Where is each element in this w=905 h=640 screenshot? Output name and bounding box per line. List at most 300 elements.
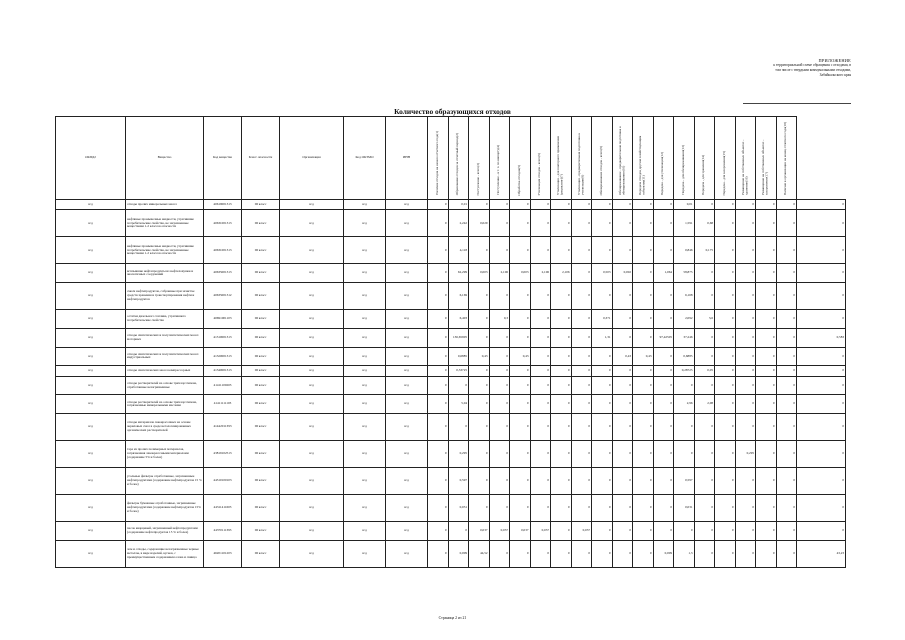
substance-cell: отходы материалов лакокрасочных на основе акриловых смол в среде негалогенированных органических растворителей bbox=[126, 414, 204, 441]
value-cell: 0 bbox=[633, 395, 654, 414]
value-cell: 0 bbox=[735, 200, 756, 210]
value-cell: 0 bbox=[653, 283, 674, 310]
column-header-label: Обработка отходов(5) bbox=[516, 164, 521, 196]
column-header: ОКПД2 bbox=[56, 117, 126, 200]
value-cell: 0 bbox=[530, 237, 551, 264]
column-header-label: Обезвреживание - предварительная подготовка к обезвреживанию(10) bbox=[617, 126, 626, 196]
value-cell: 0 bbox=[653, 210, 674, 237]
column-header bbox=[756, 117, 777, 200]
value-cell: 0,037 bbox=[510, 522, 531, 541]
value-cell: 0 bbox=[489, 200, 510, 210]
column-header: Вещество bbox=[126, 117, 204, 200]
value-cell: 0,371 bbox=[592, 310, 613, 329]
value-cell: 0 bbox=[735, 264, 756, 283]
value-cell: 0 bbox=[715, 414, 736, 441]
value-cell: 0 bbox=[551, 540, 572, 567]
column-header bbox=[776, 117, 797, 200]
value-cell: 0 bbox=[592, 237, 613, 264]
value-cell: 0 bbox=[612, 237, 633, 264]
substance-cell: отходы синтетических и полусинтетических масел моторных bbox=[126, 328, 204, 347]
column-header-label: Передача - для утилизации(12) bbox=[660, 151, 665, 196]
value-cell: 0,295 bbox=[735, 441, 756, 468]
value-cell: 0 bbox=[551, 366, 572, 376]
organization-cell: н/д bbox=[280, 264, 344, 283]
value-cell: 0 bbox=[715, 283, 736, 310]
value-cell: 0 bbox=[469, 200, 490, 210]
value-cell: 1,31 bbox=[592, 328, 613, 347]
substance-cell: остатки дизельного топлива, утратившего потребительские свойства bbox=[126, 310, 204, 329]
inn-cell: н/д bbox=[386, 310, 428, 329]
value-cell: 0 bbox=[735, 522, 756, 541]
code-cell: 44370111393 bbox=[204, 522, 242, 541]
value-cell: 0 bbox=[633, 237, 654, 264]
code-cell: 41340001313 bbox=[204, 366, 242, 376]
code-cell: 43819102513 bbox=[204, 441, 242, 468]
code-cell: 44311411603 bbox=[204, 495, 242, 522]
value-cell: 0 bbox=[797, 414, 846, 441]
inn-cell: н/д bbox=[386, 468, 428, 495]
value-cell: 0 bbox=[735, 347, 756, 366]
substance-cell: отходы растворителей на основе трихлорэтилена, загрязненные минеральными маслами bbox=[126, 395, 204, 414]
value-cell: 0 bbox=[694, 376, 715, 395]
value-cell: 0 bbox=[592, 540, 613, 567]
value-cell: 2,106 bbox=[530, 264, 551, 283]
inn-cell: н/д bbox=[386, 347, 428, 366]
value-cell: 0 bbox=[653, 495, 674, 522]
value-cell: 0 bbox=[428, 210, 449, 237]
column-header bbox=[469, 117, 490, 200]
value-cell: 0 bbox=[715, 468, 736, 495]
value-cell: 2,106 bbox=[489, 264, 510, 283]
column-header-label: Передача - для захоронения(15) bbox=[721, 150, 726, 196]
organization-cell: н/д bbox=[280, 366, 344, 376]
value-cell: 0 bbox=[612, 468, 633, 495]
value-cell: 0 bbox=[571, 328, 592, 347]
value-cell: 0 bbox=[776, 347, 797, 366]
column-header-label: Наличие в организации на конец отчетного года(18) bbox=[783, 122, 788, 196]
value-cell: 0 bbox=[510, 310, 531, 329]
value-cell: 0 bbox=[776, 468, 797, 495]
oktmo-cell: н/д bbox=[344, 522, 386, 541]
value-cell: 0,037 bbox=[489, 522, 510, 541]
inn-cell: н/д bbox=[386, 366, 428, 376]
okpd-cell: н/д bbox=[56, 414, 126, 441]
value-cell: 0 bbox=[428, 414, 449, 441]
value-cell: 0 bbox=[612, 395, 633, 414]
value-cell: 0 bbox=[653, 376, 674, 395]
class-cell: III класс bbox=[242, 495, 280, 522]
value-cell: 6,169 bbox=[448, 283, 469, 310]
value-cell: 0,597 bbox=[674, 468, 695, 495]
value-cell: 0 bbox=[510, 468, 531, 495]
value-cell: 0 bbox=[797, 468, 846, 495]
value-cell: 0,846 bbox=[674, 237, 695, 264]
value-cell: 0 bbox=[776, 540, 797, 567]
annex-block bbox=[701, 58, 851, 78]
value-cell: 0 bbox=[633, 366, 654, 376]
column-header bbox=[694, 117, 715, 200]
value-cell: 0 bbox=[612, 376, 633, 395]
oktmo-cell: н/д bbox=[344, 441, 386, 468]
organization-cell: н/д bbox=[280, 522, 344, 541]
class-cell: III класс bbox=[242, 522, 280, 541]
value-cell: 37,246 bbox=[674, 328, 695, 347]
value-cell: 0 bbox=[469, 237, 490, 264]
value-cell: 0 bbox=[571, 395, 592, 414]
column-header: Код вещества bbox=[204, 117, 242, 200]
inn-cell: н/д bbox=[386, 522, 428, 541]
value-cell: 0 bbox=[489, 366, 510, 376]
value-cell: 0 bbox=[510, 210, 531, 237]
value-cell: 0 bbox=[715, 328, 736, 347]
value-cell: 0,43 bbox=[633, 347, 654, 366]
column-header bbox=[571, 117, 592, 200]
inn-cell: н/д bbox=[386, 237, 428, 264]
table-row bbox=[56, 468, 846, 495]
organization-cell: н/д bbox=[280, 200, 344, 210]
oktmo-cell: н/д bbox=[344, 414, 386, 441]
value-cell: 0 bbox=[530, 468, 551, 495]
oktmo-cell: н/д bbox=[344, 376, 386, 395]
inn-cell: н/д bbox=[386, 495, 428, 522]
column-header bbox=[530, 117, 551, 200]
value-cell: 0,01 bbox=[674, 200, 695, 210]
value-cell: 0,031 bbox=[674, 495, 695, 522]
oktmo-cell: н/д bbox=[344, 366, 386, 376]
substance-cell: песок кварцевый, загрязненный нефтепродуктами (содержание нефтепродуктов 15 % и более) bbox=[126, 522, 204, 541]
column-header-label: Утилизация - для повторного применения (рециклинг)(7) bbox=[556, 136, 564, 196]
value-cell: 0 bbox=[551, 237, 572, 264]
value-cell: 0 bbox=[428, 366, 449, 376]
value-cell: 0 bbox=[530, 376, 551, 395]
value-cell: 0 bbox=[653, 310, 674, 329]
substance-cell: смеси нефтепродуктов, собранные при зачистке средств хранения и транспортирования нефти и нефтепродуктов bbox=[126, 283, 204, 310]
value-cell: 0 bbox=[756, 540, 777, 567]
value-cell: 0 bbox=[633, 264, 654, 283]
okpd-cell: н/д bbox=[56, 495, 126, 522]
value-cell: 0 bbox=[735, 395, 756, 414]
value-cell: 0 bbox=[551, 210, 572, 237]
value-cell: 0 bbox=[489, 376, 510, 395]
value-cell: 3,6 bbox=[694, 310, 715, 329]
column-header bbox=[428, 117, 449, 200]
substance-cell: фильтры бумажные отработанные, загрязненные нефтепродуктами (содержание нефтепродуктов 15% и более) bbox=[126, 495, 204, 522]
table-row bbox=[56, 376, 846, 395]
value-cell: 0 bbox=[530, 310, 551, 329]
oktmo-cell: н/д bbox=[344, 210, 386, 237]
code-cell: 40635001312 bbox=[204, 283, 242, 310]
value-cell: 0 bbox=[776, 495, 797, 522]
value-cell: 0 bbox=[653, 395, 674, 414]
value-cell: 0 bbox=[797, 283, 846, 310]
value-cell: 0,002 bbox=[612, 264, 633, 283]
value-cell: 0 bbox=[571, 283, 592, 310]
table-row bbox=[56, 441, 846, 468]
value-cell: 1,3 bbox=[674, 540, 695, 567]
value-cell: 0 bbox=[776, 210, 797, 237]
value-cell: 0 bbox=[551, 495, 572, 522]
value-cell: 0 bbox=[776, 366, 797, 376]
substance-cell: нефтяные промывочные жидкости, утратившие потребительские свойства, не загрязненные веществами 1-2 классов опасности bbox=[126, 237, 204, 264]
value-cell: 0 bbox=[592, 200, 613, 210]
annex-underline bbox=[743, 103, 851, 104]
value-cell: 0 bbox=[694, 495, 715, 522]
oktmo-cell: н/д bbox=[344, 395, 386, 414]
value-cell: 5,04 bbox=[448, 395, 469, 414]
table-header bbox=[56, 117, 846, 200]
value-cell: 0 bbox=[612, 495, 633, 522]
organization-cell: н/д bbox=[280, 210, 344, 237]
value-cell: 0 bbox=[612, 366, 633, 376]
organization-cell: н/д bbox=[280, 328, 344, 347]
value-cell: 0 bbox=[448, 414, 469, 441]
code-cell: 41411111103 bbox=[204, 395, 242, 414]
oktmo-cell: н/д bbox=[344, 347, 386, 366]
value-cell: 0 bbox=[633, 522, 654, 541]
value-cell: 0 bbox=[571, 366, 592, 376]
value-cell: 0 bbox=[797, 376, 846, 395]
okpd-cell: н/д bbox=[56, 283, 126, 310]
value-cell: 0,01 bbox=[448, 200, 469, 210]
value-cell: 0 bbox=[551, 200, 572, 210]
header-row bbox=[56, 117, 846, 200]
value-cell: 2,106 bbox=[551, 264, 572, 283]
value-cell: 0 bbox=[592, 283, 613, 310]
value-cell: 0 bbox=[469, 283, 490, 310]
value-cell: 0 bbox=[489, 210, 510, 237]
value-cell: 0 bbox=[530, 200, 551, 210]
value-cell: 0,037 bbox=[469, 522, 490, 541]
value-cell: 0 bbox=[612, 310, 633, 329]
value-cell: 0 bbox=[489, 395, 510, 414]
table-row bbox=[56, 283, 846, 310]
value-cell: 0 bbox=[571, 540, 592, 567]
value-cell: 0,6885 bbox=[674, 347, 695, 366]
value-cell: 0 bbox=[633, 540, 654, 567]
value-cell: 0 bbox=[674, 522, 695, 541]
column-header bbox=[510, 117, 531, 200]
value-cell: 0 bbox=[530, 328, 551, 347]
value-cell: 0 bbox=[715, 495, 736, 522]
organization-cell: н/д bbox=[280, 468, 344, 495]
column-header bbox=[715, 117, 736, 200]
column-header-label: Передача отходов другим хозяйствующим субъектам(11) bbox=[638, 135, 646, 196]
inn-cell: н/д bbox=[386, 283, 428, 310]
value-cell: 0 bbox=[715, 522, 736, 541]
value-cell: 0 bbox=[756, 522, 777, 541]
oktmo-cell: н/д bbox=[344, 495, 386, 522]
column-header-label: Размещение на собственных объектах - захоронение(17) bbox=[761, 139, 769, 196]
value-cell: 0 bbox=[653, 414, 674, 441]
value-cell: 0 bbox=[694, 540, 715, 567]
organization-cell: н/д bbox=[280, 376, 344, 395]
column-header: Класс опасности bbox=[242, 117, 280, 200]
value-cell: 0 bbox=[510, 328, 531, 347]
value-cell: 0 bbox=[735, 237, 756, 264]
okpd-cell: н/д bbox=[56, 210, 126, 237]
substance-cell: отходы растворителей на основе трихлорэтилена, отработанные незагрязненные bbox=[126, 376, 204, 395]
okpd-cell: н/д bbox=[56, 395, 126, 414]
value-cell: 0,175 bbox=[694, 237, 715, 264]
value-cell: 0 bbox=[551, 468, 572, 495]
table-row bbox=[56, 328, 846, 347]
column-header-label: Образование отходов за отчетный период(2) bbox=[455, 132, 460, 196]
value-cell: 0 bbox=[633, 310, 654, 329]
value-cell: 0 bbox=[510, 395, 531, 414]
value-cell: 0 bbox=[530, 366, 551, 376]
value-cell: 0 bbox=[551, 347, 572, 366]
value-cell: 0 bbox=[756, 347, 777, 366]
annex-heading: ПРИЛОЖЕНИЕ bbox=[818, 58, 851, 63]
value-cell: 0,05 bbox=[694, 366, 715, 376]
value-cell: 0 bbox=[756, 376, 777, 395]
value-cell: 0 bbox=[735, 283, 756, 310]
value-cell: 0 bbox=[592, 376, 613, 395]
organization-cell: н/д bbox=[280, 283, 344, 310]
value-cell: 0 bbox=[571, 237, 592, 264]
value-cell: 0 bbox=[633, 328, 654, 347]
inn-cell: н/д bbox=[386, 210, 428, 237]
class-cell: III класс bbox=[242, 376, 280, 395]
class-cell: III класс bbox=[242, 366, 280, 376]
value-cell: 0 bbox=[715, 395, 736, 414]
code-cell: 40631001313 bbox=[204, 210, 242, 237]
value-cell: 0 bbox=[428, 522, 449, 541]
value-cell: 0 bbox=[489, 237, 510, 264]
value-cell: 0 bbox=[735, 495, 756, 522]
value-cell: 0 bbox=[510, 495, 531, 522]
value-cell: 58,875 bbox=[674, 264, 695, 283]
value-cell: 136,65905 bbox=[448, 328, 469, 347]
value-cell: 0 bbox=[756, 264, 777, 283]
value-cell: 0 bbox=[776, 283, 797, 310]
value-cell: 0 bbox=[612, 200, 633, 210]
value-cell: 0 bbox=[612, 441, 633, 468]
value-cell: 0,28725 bbox=[674, 366, 695, 376]
column-header-label: Наличие отходов на начало отчетного года(1) bbox=[434, 131, 439, 196]
value-cell: 0 bbox=[776, 522, 797, 541]
organization-cell: н/д bbox=[280, 237, 344, 264]
value-cell: 0 bbox=[694, 522, 715, 541]
oktmo-cell: н/д bbox=[344, 200, 386, 210]
value-cell: 43,23 bbox=[797, 540, 846, 567]
table-row bbox=[56, 264, 846, 283]
annex-line-1: к территориальной схеме обращения с отходами, в bbox=[773, 63, 851, 67]
value-cell: 0 bbox=[469, 328, 490, 347]
value-cell: 0 bbox=[776, 200, 797, 210]
value-cell: 0 bbox=[489, 347, 510, 366]
value-cell: 0 bbox=[653, 200, 674, 210]
value-cell: 0 bbox=[612, 328, 633, 347]
value-cell: 0 bbox=[510, 441, 531, 468]
value-cell: 0 bbox=[633, 495, 654, 522]
value-cell: 0 bbox=[674, 441, 695, 468]
substance-cell: угольные фильтры отработанные, загрязненные нефтепродуктами (содержание нефтепродуктов 15 % и более) bbox=[126, 468, 204, 495]
substance-cell: отходы прочих минеральных масел bbox=[126, 200, 204, 210]
value-cell: 0 bbox=[551, 441, 572, 468]
value-cell: 0 bbox=[756, 395, 777, 414]
code-cell: 44310100103 bbox=[204, 468, 242, 495]
value-cell: 0 bbox=[510, 540, 531, 567]
class-cell: III класс bbox=[242, 468, 280, 495]
value-cell: 2,242 bbox=[448, 210, 469, 237]
value-cell: 0 bbox=[694, 328, 715, 347]
column-header bbox=[735, 117, 756, 200]
value-cell: 0 bbox=[633, 441, 654, 468]
value-cell: 0 bbox=[756, 366, 777, 376]
value-cell: 0 bbox=[592, 495, 613, 522]
value-cell: 0 bbox=[776, 237, 797, 264]
column-header bbox=[633, 117, 654, 200]
code-cell: 40619001313 bbox=[204, 200, 242, 210]
value-cell: 0 bbox=[551, 283, 572, 310]
table-row bbox=[56, 200, 846, 210]
value-cell: 0 bbox=[797, 366, 846, 376]
value-cell: 0 bbox=[756, 310, 777, 329]
column-header bbox=[592, 117, 613, 200]
value-cell: 0 bbox=[428, 441, 449, 468]
value-cell: 0 bbox=[551, 328, 572, 347]
organization-cell: н/д bbox=[280, 540, 344, 567]
code-cell: 41310001313 bbox=[204, 328, 242, 347]
value-cell: 0 bbox=[797, 264, 846, 283]
value-cell: 0 bbox=[612, 210, 633, 237]
value-cell: 0 bbox=[776, 441, 797, 468]
value-cell: 0 bbox=[776, 395, 797, 414]
okpd-cell: н/д bbox=[56, 264, 126, 283]
value-cell: 0,43 bbox=[469, 347, 490, 366]
value-cell: 0 bbox=[756, 441, 777, 468]
value-cell: 0 bbox=[551, 376, 572, 395]
okpd-cell: н/д bbox=[56, 366, 126, 376]
value-cell: 0 bbox=[612, 283, 633, 310]
value-cell: 0 bbox=[674, 376, 695, 395]
code-cell: 40635001313 bbox=[204, 264, 242, 283]
value-cell: 0 bbox=[489, 414, 510, 441]
value-cell: 0 bbox=[797, 200, 846, 210]
substance-cell: лом и отходы, содержащие незагрязненные черные металлы, в виде изделий, кусков, с преимущественным содержанием олова и свинца bbox=[126, 540, 204, 567]
value-cell: 0,037 bbox=[530, 522, 551, 541]
value-cell: 0 bbox=[735, 468, 756, 495]
value-cell: 0 bbox=[715, 347, 736, 366]
value-cell: 0 bbox=[633, 376, 654, 395]
value-cell: 0,029 bbox=[469, 210, 490, 237]
value-cell: 0 bbox=[448, 376, 469, 395]
page-footer: Страница 2 из 21 bbox=[438, 616, 467, 620]
okpd-cell: н/д bbox=[56, 237, 126, 264]
value-cell: 0,295 bbox=[448, 441, 469, 468]
okpd-cell: н/д bbox=[56, 522, 126, 541]
value-cell: 0 bbox=[694, 441, 715, 468]
okpd-cell: н/д bbox=[56, 540, 126, 567]
value-cell: 0 bbox=[489, 495, 510, 522]
column-header-label: Обезвреживание отходов - всего(9) bbox=[598, 145, 603, 196]
value-cell: 2,08 bbox=[694, 395, 715, 414]
oktmo-cell: н/д bbox=[344, 540, 386, 567]
value-cell: 0 bbox=[469, 414, 490, 441]
value-cell: 0 bbox=[571, 310, 592, 329]
value-cell: 0 bbox=[715, 210, 736, 237]
value-cell: 0 bbox=[571, 376, 592, 395]
value-cell: 0 bbox=[715, 441, 736, 468]
class-cell: III класс bbox=[242, 200, 280, 210]
value-cell: 0,43 bbox=[510, 347, 531, 366]
value-cell: 0,503 bbox=[592, 264, 613, 283]
value-cell: 0 bbox=[756, 468, 777, 495]
organization-cell: н/д bbox=[280, 395, 344, 414]
value-cell: 0 bbox=[797, 237, 846, 264]
value-cell: 0 bbox=[633, 414, 654, 441]
